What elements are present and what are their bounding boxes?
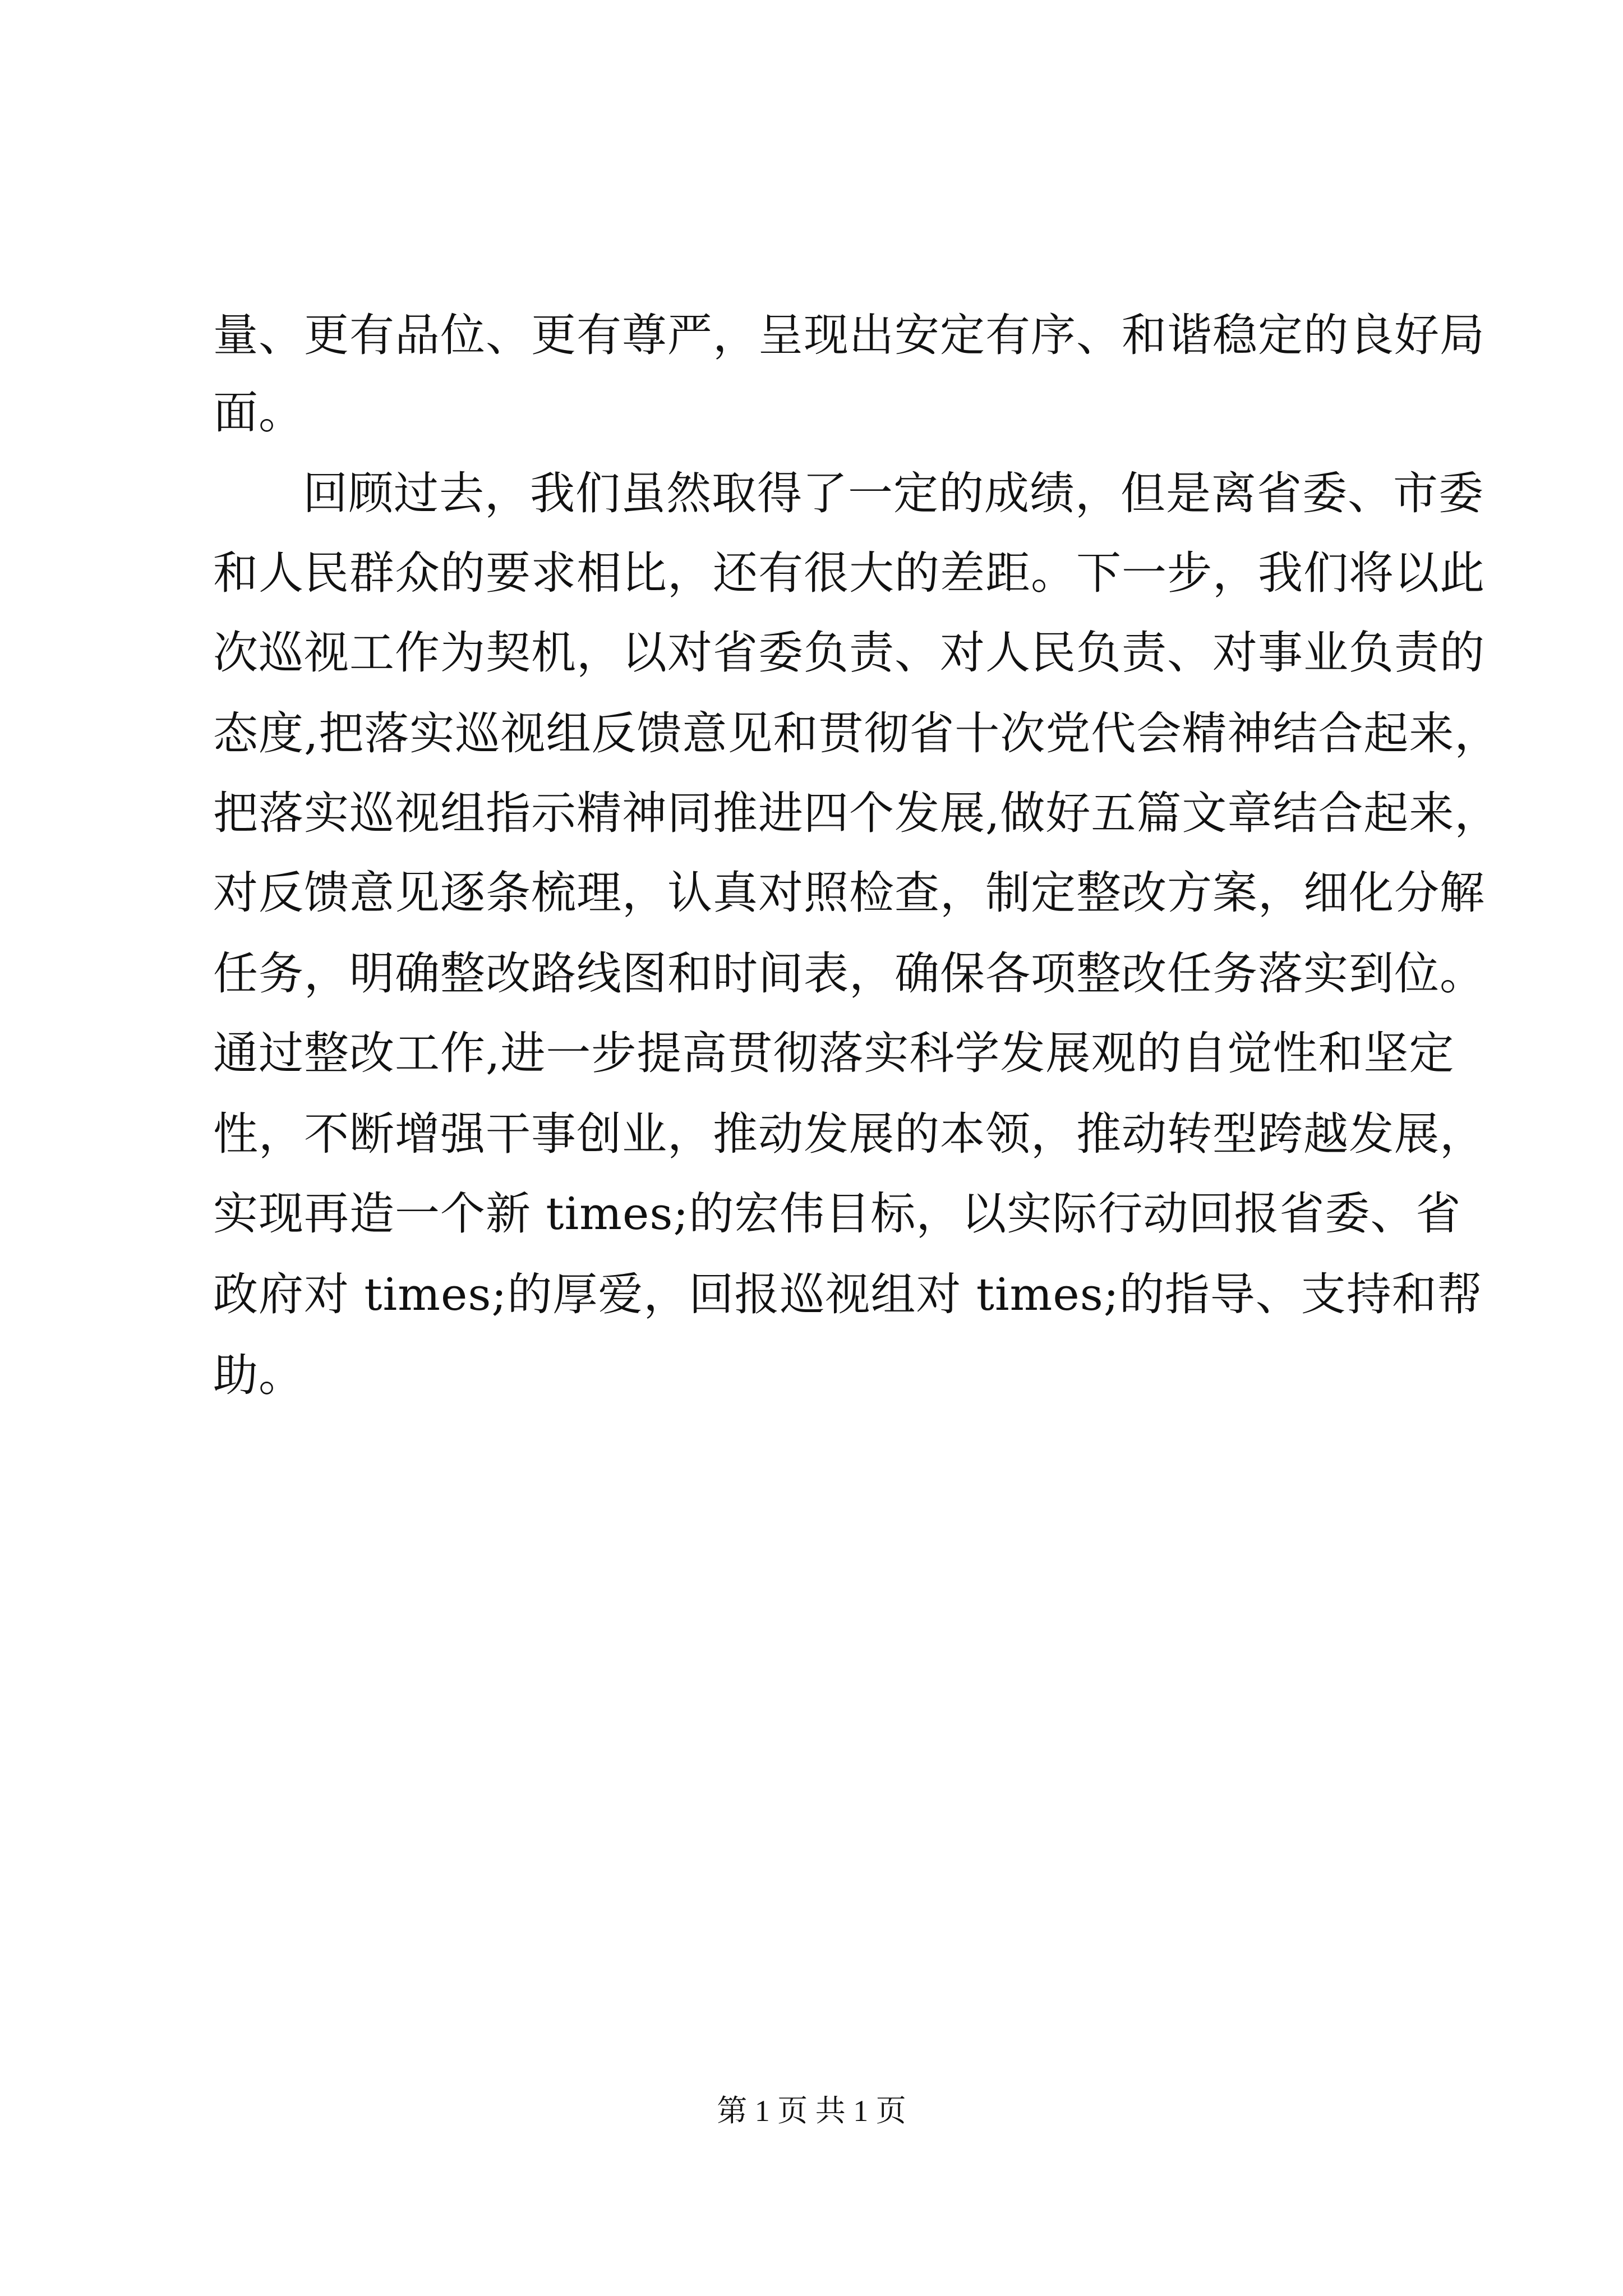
paragraph-line: 和人民群众的要求相比，还有很大的差距。下一步，我们将以此 bbox=[213, 547, 1485, 599]
paragraph-line: 量、更有品位、更有尊严，呈现出安定有序、和谐稳定的良好局 bbox=[213, 309, 1485, 361]
paragraph-line: 助。 bbox=[213, 1349, 304, 1401]
paragraph-line: 性，不断增强干事创业，推动发展的本领，推动转型跨越发展， bbox=[213, 1108, 1485, 1160]
paragraph-line: 回顾过去，我们虽然取得了一定的成绩，但是离省委、市委 bbox=[303, 467, 1484, 519]
paragraph-line: 把落实巡视组指示精神同推进四个发展,做好五篇文章结合起来， bbox=[213, 787, 1500, 839]
paragraph-line: 通过整改工作,进一步提高贯彻落实科学发展观的自觉性和坚定 bbox=[213, 1027, 1455, 1079]
paragraph-line: 面。 bbox=[213, 386, 304, 439]
paragraph-line: 态度,把落实巡视组反馈意见和贯彻省十次党代会精神结合起来， bbox=[213, 707, 1500, 760]
paragraph-line: 政府对 times;的厚爱，回报巡视组对 times;的指导、支持和帮 bbox=[213, 1268, 1483, 1320]
page-number-footer: 第 1 页 共 1 页 bbox=[717, 2094, 906, 2128]
paragraph-line: 实现再造一个新 times;的宏伟目标，以实际行动回报省委、省 bbox=[213, 1188, 1461, 1240]
paragraph-line: 对反馈意见逐条梳理，认真对照检查，制定整改方案，细化分解 bbox=[213, 867, 1485, 919]
paragraph-line: 任务，明确整改路线图和时间表，确保各项整改任务落实到位。 bbox=[213, 947, 1485, 1000]
paragraph-line: 次巡视工作为契机，以对省委负责、对人民负责、对事业负责的 bbox=[213, 627, 1485, 679]
